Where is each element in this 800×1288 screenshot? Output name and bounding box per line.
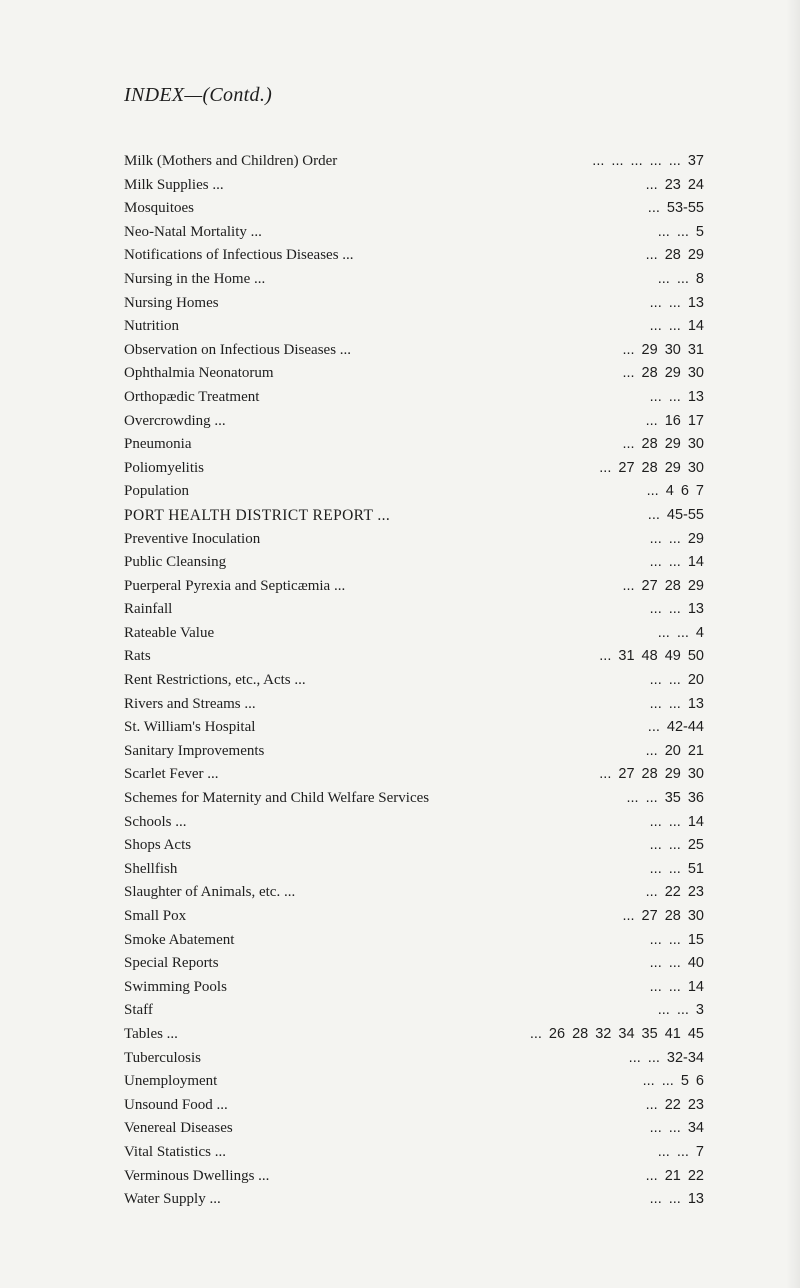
index-entry-pages: ... ... 20	[649, 672, 704, 689]
index-entry-pages: ... 27 28 30	[622, 908, 704, 924]
index-entry	[124, 693, 714, 717]
index-entry	[124, 197, 714, 221]
index-entry-label: Verminous Dwellings ...	[124, 1167, 270, 1184]
index-entry	[124, 1141, 714, 1165]
index-entry-label: Pneumonia	[124, 436, 192, 453]
index-entry-pages: ... 45-55	[647, 506, 704, 523]
index-entry-pages: ... 26 28 32 34 35 41 45	[529, 1025, 704, 1042]
index-entry-pages: ... ... 5 6	[642, 1073, 704, 1090]
index-list	[124, 150, 714, 1212]
index-entry-label: Rats	[124, 648, 151, 665]
index-entry-label: Ophthalmia Neonatorum	[124, 365, 274, 382]
index-entry	[124, 881, 714, 905]
index-entry	[124, 929, 714, 953]
index-entry-label: Rateable Value	[124, 624, 215, 641]
index-entry-label: Tables ...	[124, 1025, 178, 1042]
index-entry-label: Scarlet Fever ...	[124, 766, 219, 783]
index-entry	[124, 834, 714, 858]
page-heading: INDEX—(Contd.)	[124, 84, 273, 106]
index-entry	[124, 528, 714, 552]
index-entry	[124, 315, 714, 339]
index-entry-label: Schemes for Maternity and Child Welfare Services	[124, 790, 430, 807]
index-entry-label: Observation on Infectious Diseases ...	[124, 341, 352, 358]
index-entry-pages: ... ... 40	[649, 955, 704, 972]
index-entry	[124, 150, 714, 174]
index-entry-label: Public Cleansing	[124, 554, 227, 571]
index-entry-pages: ... ... 13	[649, 294, 704, 311]
index-entry-label: Overcrowding ...	[124, 412, 226, 429]
index-entry-label: Orthopædic Treatment	[124, 388, 260, 405]
index-entry-pages: ... ... 13	[649, 601, 704, 618]
index-entry-label: Milk Supplies ...	[124, 176, 224, 193]
index-entry	[124, 1117, 714, 1141]
index-entry-label: Milk (Mothers and Children) Order	[124, 153, 338, 169]
index-entry-pages: ... 22 23	[645, 1096, 704, 1113]
index-entry-pages: ... ... 32-34	[628, 1049, 704, 1066]
index-entry	[124, 457, 714, 481]
index-entry-label: Venereal Diseases	[124, 1120, 233, 1137]
index-entry-label: Poliomyelitis	[124, 459, 205, 476]
index-entry	[124, 716, 714, 740]
index-entry-pages: ... ... 35 36	[626, 790, 704, 807]
index-entry	[124, 999, 714, 1023]
index-entry	[124, 1070, 714, 1094]
index-entry-label: Puerperal Pyrexia and Septicæmia ...	[124, 577, 346, 594]
index-entry-label: Unemployment	[124, 1073, 218, 1090]
index-entry-label: Notifications of Infectious Diseases ...	[124, 247, 354, 264]
index-entry-label: Neo-Natal Mortality ...	[124, 223, 262, 240]
index-entry-pages: ... 42-44	[647, 719, 704, 736]
index-entry-pages: ... ... 25	[649, 837, 704, 854]
index-entry	[124, 339, 714, 363]
index-entry-pages: ... ... 7	[657, 1143, 704, 1160]
index-entry	[124, 292, 714, 316]
index-entry-label: Staff	[124, 1002, 153, 1019]
index-entry-pages: ... ... 29	[649, 530, 704, 547]
index-entry-pages: ... 29 30 31	[622, 341, 704, 358]
index-entry-pages: ... 28 29	[645, 247, 704, 264]
index-entry-label: Swimming Pools	[124, 978, 227, 995]
index-entry	[124, 1094, 714, 1118]
index-entry-pages: ... ... 13	[649, 388, 704, 405]
index-entry-label: Nutrition	[124, 318, 179, 335]
index-entry-label: Shellfish	[124, 860, 178, 877]
index-entry	[124, 1188, 714, 1212]
index-entry	[124, 740, 714, 764]
index-entry	[124, 645, 714, 669]
index-entry-pages: ... 28 29 30	[622, 365, 704, 382]
index-entry-pages: ... 27 28 29 30	[599, 459, 704, 476]
index-entry-pages: ... ... 13	[649, 695, 704, 712]
index-entry-label: Nursing in the Home ...	[124, 270, 266, 287]
index-entry-label: Vital Statistics ...	[124, 1143, 227, 1160]
index-entry	[124, 410, 714, 434]
index-entry-pages: ... ... ... ... ... 37	[592, 153, 704, 169]
index-entry	[124, 244, 714, 268]
index-entry-label: Slaughter of Animals, etc. ...	[124, 884, 296, 901]
index-entry-pages: ... ... 3	[657, 1002, 704, 1019]
index-entry-label: Rainfall	[124, 601, 173, 618]
index-entry	[124, 976, 714, 1000]
index-entry	[124, 1023, 714, 1047]
index-entry-pages: ... 28 29 30	[622, 436, 704, 453]
index-entry-pages: ... 21 22	[645, 1167, 704, 1184]
index-entry	[124, 669, 714, 693]
index-entry-label: Sanitary Improvements	[124, 742, 265, 759]
index-entry	[124, 598, 714, 622]
index-entry-label: Preventive Inoculation	[124, 530, 261, 547]
index-entry-pages: ... ... 4	[657, 624, 704, 641]
index-entry-pages: ... ... 14	[649, 318, 704, 335]
index-entry-label: Special Reports	[124, 955, 219, 972]
index-entry-label: Rivers and Streams ...	[124, 695, 256, 712]
index-entry	[124, 362, 714, 386]
index-entry-pages: ... ... 8	[657, 270, 704, 287]
index-entry-pages: ... 23 24	[645, 176, 704, 193]
index-entry-label: Nursing Homes	[124, 294, 219, 311]
index-entry	[124, 433, 714, 457]
index-entry-label: Unsound Food ...	[124, 1096, 228, 1113]
index-entry	[124, 575, 714, 599]
index-entry	[124, 952, 714, 976]
index-entry-label: Schools ...	[124, 813, 187, 830]
index-entry-pages: ... ... 14	[649, 554, 704, 571]
index-entry-label: Tuberculosis	[124, 1049, 201, 1066]
index-entry-pages: ... ... 34	[649, 1120, 704, 1137]
index-entry-pages: ... 22 23	[645, 884, 704, 901]
index-entry-label: Rent Restrictions, etc., Acts ...	[124, 672, 306, 689]
index-entry-pages: ... ... 13	[649, 1191, 704, 1208]
index-entry	[124, 174, 714, 198]
index-entry	[124, 504, 714, 528]
index-entry-pages: ... 16 17	[645, 412, 704, 429]
index-entry	[124, 480, 714, 504]
index-entry-pages: ... 20 21	[645, 742, 704, 759]
index-entry	[124, 551, 714, 575]
index-entry-label: St. William's Hospital	[124, 719, 256, 736]
index-entry	[124, 622, 714, 646]
index-entry	[124, 787, 714, 811]
index-entry-pages: ... ... 5	[657, 223, 704, 240]
index-entry	[124, 811, 714, 835]
index-entry-pages: ... 4 6 7	[646, 483, 704, 500]
index-entry	[124, 905, 714, 929]
index-entry	[124, 221, 714, 245]
index-entry-label: Mosquitoes	[124, 200, 195, 217]
index-entry-label: PORT HEALTH DISTRICT REPORT ...	[124, 506, 391, 524]
index-entry-pages: ... ... 15	[649, 931, 704, 948]
index-entry-label: Water Supply ...	[124, 1191, 221, 1208]
index-entry-pages: ... 53-55	[647, 200, 704, 217]
index-entry	[124, 763, 714, 787]
index-entry	[124, 858, 714, 882]
index-entry-label: Shops Acts	[124, 837, 192, 854]
index-entry	[124, 1165, 714, 1189]
index-entry	[124, 386, 714, 410]
index-entry-pages: ... 27 28 29	[622, 577, 704, 594]
index-entry-pages: ... ... 51	[649, 860, 704, 877]
index-entry-label: Small Pox	[124, 908, 187, 924]
index-entry	[124, 268, 714, 292]
index-entry-pages: ... ... 14	[649, 813, 704, 830]
index-entry	[124, 1047, 714, 1071]
index-entry-pages: ... ... 14	[649, 978, 704, 995]
index-entry-label: Smoke Abatement	[124, 931, 235, 948]
index-entry-pages: ... 31 48 49 50	[599, 648, 704, 665]
index-entry-label: Population	[124, 483, 190, 500]
page-edge-shadow	[786, 0, 800, 1288]
index-entry-pages: ... 27 28 29 30	[599, 766, 704, 783]
